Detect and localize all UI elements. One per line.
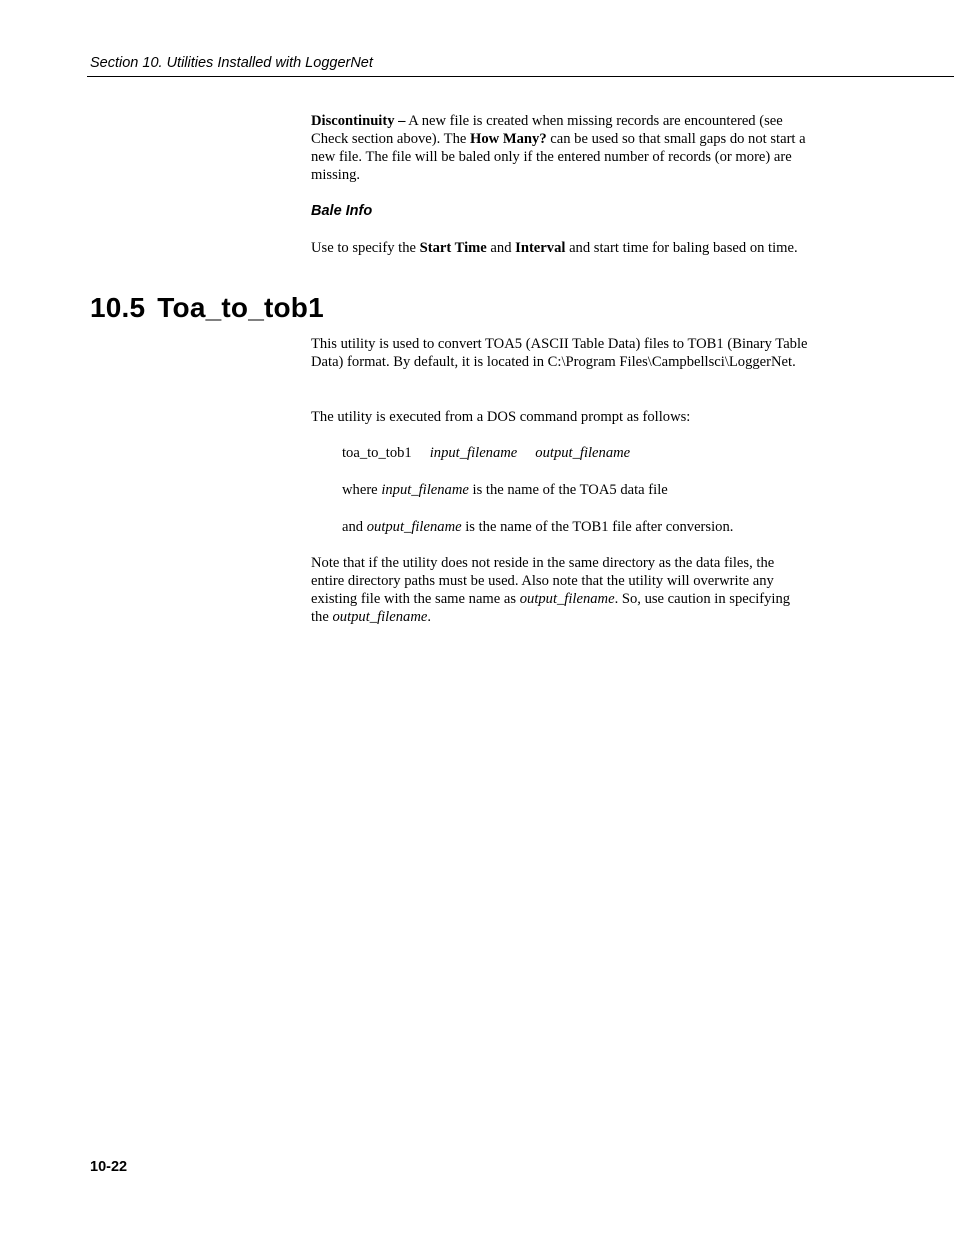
- how-many-term: How Many?: [470, 131, 547, 147]
- note-paragraph: [311, 554, 811, 626]
- interval-term: Interval: [515, 240, 566, 256]
- intro-text: This utility is used to convert TOA5 (ASCII Table Data) files to TOB1 (Binary Table Data) format. By default, it is located in C:\Program Files\Campbellsci\LoggerNet.: [311, 336, 808, 370]
- where-line: [342, 481, 668, 499]
- where-arg: input_filename: [381, 482, 469, 498]
- command-arg-output: output_filename: [535, 445, 631, 461]
- command-arg-input: input_filename: [429, 445, 518, 461]
- bale-info-paragraph: [311, 239, 811, 257]
- note-text-2: . So, use caution in specifying the: [311, 591, 791, 625]
- discontinuity-paragraph: [311, 112, 811, 184]
- page-number: 10-22: [90, 1159, 128, 1175]
- execution-paragraph: [311, 408, 811, 426]
- where-suffix: is the name of the TOA5 data file: [468, 482, 668, 498]
- where-prefix: where: [342, 482, 382, 498]
- command-line: [342, 444, 630, 462]
- note-arg-1: output_filename: [519, 591, 615, 607]
- discontinuity-term: Discontinuity –: [311, 113, 406, 129]
- note-text-3: .: [427, 609, 431, 625]
- discontinuity-text-2: can be used so that small gaps do not start a new file. The file will be baled only if the entered number of records (or more) are missing.: [311, 131, 806, 183]
- and-arg: output_filename: [366, 519, 462, 535]
- intro-paragraph: [311, 335, 811, 371]
- section-number: 10.5: [90, 292, 146, 323]
- and-line: [342, 518, 733, 536]
- note-arg-2: output_filename: [332, 609, 428, 625]
- execution-text: The utility is executed from a DOS command prompt as follows:: [311, 409, 691, 425]
- bale-info-heading: Bale Info: [311, 203, 373, 219]
- header-rule: [87, 76, 954, 77]
- bale-info-text-2: and: [486, 240, 516, 256]
- command-name: toa_to_tob1: [342, 445, 412, 461]
- running-header: Section 10. Utilities Installed with LoggerNet: [90, 55, 373, 71]
- and-prefix: and: [342, 519, 367, 535]
- bale-info-text-3: and start time for baling based on time.: [565, 240, 798, 256]
- bale-info-text-1: Use to specify the: [311, 240, 420, 256]
- note-text-1: Note that if the utility does not reside in the same directory as the data files, the entire directory paths must be used. Also note that the utility will overwrite any existing file with the same name as: [311, 555, 775, 607]
- section-heading: [90, 292, 324, 324]
- start-time-term: Start Time: [419, 240, 487, 256]
- discontinuity-text-1: A new file is created when missing records are encountered (see Check section above). The: [311, 113, 783, 147]
- section-title: Toa_to_tob1: [157, 292, 324, 323]
- and-suffix: is the name of the TOB1 file after conversion.: [461, 519, 734, 535]
